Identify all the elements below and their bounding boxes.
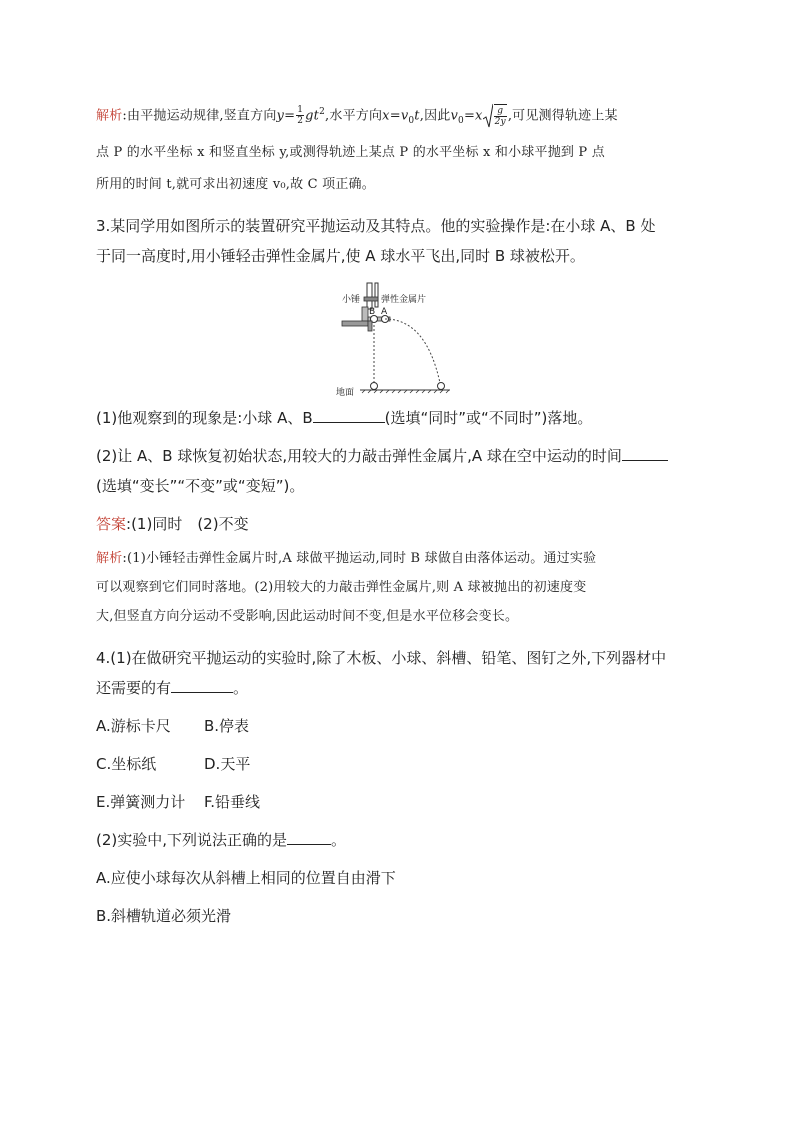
answer-blank-1 bbox=[313, 406, 385, 423]
options-row-cd bbox=[96, 749, 700, 779]
plate-side-shape bbox=[375, 283, 378, 307]
question-4 bbox=[96, 643, 700, 931]
option-b: B.停表 bbox=[204, 716, 250, 735]
solution-3 bbox=[96, 547, 700, 629]
landed-ball-a-shape bbox=[438, 382, 445, 389]
experiment-figure bbox=[96, 279, 700, 397]
platform-shape bbox=[342, 321, 368, 326]
landed-ball-b-shape bbox=[371, 382, 378, 389]
apparatus-diagram bbox=[96, 279, 700, 397]
question-4-stem-line-1: 4.(1)在做研究平抛运动的实验时,除了木板、小球、斜槽、铅笔、图钉之外,下列器材中 bbox=[96, 648, 667, 667]
question-3-part-1: (1)他观察到的现象是:小球 A、B (选填“同时”或“不同时”)落地。 bbox=[96, 403, 700, 433]
question-4-part-2-option-a: A.应使小球每次从斜槽上相同的位置自由滑下 bbox=[96, 868, 396, 887]
figure-label-b: B bbox=[369, 306, 376, 317]
question-3-stem-line-2: 于同一高度时,用小锤轻击弹性金属片,使 A 球水平飞出,同时 B 球被松开。 bbox=[96, 246, 585, 265]
solution-1 bbox=[96, 100, 700, 197]
option-a: A.游标卡尺 bbox=[96, 716, 171, 735]
solution-1-line-1: 解析:由平抛运动规律,竖直方向y= $\frac{1}{2}$ $gt^2$,水平方向$x=v_0t$,因此$v_0=x$ $\frac{g}{2y}$ ,可见测得轨迹上某 bbox=[96, 100, 700, 133]
option-c: C.坐标纸 bbox=[96, 754, 157, 773]
answer-blank-2 bbox=[622, 444, 668, 461]
solution-3-line-1: 解析:(1)小锤轻击弹性金属片时,A 球做平抛运动,同时 B 球做自由落体运动。通过实验 bbox=[96, 550, 597, 566]
option-e: E.弹簧测力计 bbox=[96, 792, 186, 811]
document-page bbox=[96, 100, 700, 931]
options-row-ab bbox=[96, 711, 700, 741]
bracket-shape bbox=[362, 307, 368, 321]
projectile-path bbox=[385, 319, 440, 383]
figure-label-ground: 地面 bbox=[336, 387, 355, 397]
figure-label-a: A bbox=[381, 306, 388, 317]
figure-label-plate: 弹性金属片 bbox=[381, 294, 427, 305]
question-3-part-2-line-2: (选填“变长”“不变”或“变短”)。 bbox=[96, 476, 305, 495]
solution-3-line-2: 可以观察到它们同时落地。(2)用较大的力敲击弹性金属片,则 A 球被抛出的初速度变 bbox=[96, 579, 587, 595]
question-3 bbox=[96, 211, 700, 271]
radicand-fraction: $\frac{g}{2y}$ bbox=[494, 106, 506, 128]
hammer-shape bbox=[364, 297, 378, 301]
solution-label: 解析 bbox=[96, 108, 123, 124]
metal-plate-shape bbox=[367, 283, 372, 309]
question-4-stem-line-2: 还需要的有 。 bbox=[96, 673, 700, 703]
options-row-ef bbox=[96, 787, 700, 817]
option-f: F.铅垂线 bbox=[204, 792, 260, 811]
solution-label: 解析 bbox=[96, 550, 123, 566]
answer-blank-4 bbox=[287, 828, 331, 845]
option-d: D.天平 bbox=[204, 754, 251, 773]
solution-1-line-3: 所用的时间 t,就可求出初速度 v₀,故 C 项正确。 bbox=[96, 176, 375, 192]
question-3-answer: 答案:(1)同时 (2)不变 bbox=[96, 514, 249, 533]
post-shape bbox=[368, 321, 372, 331]
question-4-part-2-option-b: B.斜槽轨道必须光滑 bbox=[96, 906, 232, 925]
answer-label: 答案 bbox=[96, 514, 127, 533]
question-3-part-2: (2)让 A、B 球恢复初始状态,用较大的力敲击弹性金属片,A 球在空中运动的时间 bbox=[96, 441, 700, 471]
figure-label-hammer: 小锤 bbox=[342, 294, 361, 305]
solution-3-line-3: 大,但竖直方向分运动不受影响,因此运动时间不变,但是水平位移会变长。 bbox=[96, 608, 519, 624]
solution-1-line-2: 点 P 的水平坐标 x 和竖直坐标 y,或测得轨迹上某点 P 的水平坐标 x 和小球平抛到 P 点 bbox=[96, 144, 605, 160]
question-3-stem-line-1: 3.某同学用如图所示的装置研究平抛运动及其特点。他的实验操作是:在小球 A、B 处 bbox=[96, 216, 656, 235]
square-root bbox=[483, 103, 508, 129]
question-3-parts bbox=[96, 403, 700, 539]
radical-sign-icon bbox=[483, 103, 493, 129]
answer-blank-3 bbox=[171, 676, 233, 693]
question-4-part-2: (2)实验中,下列说法正确的是 。 bbox=[96, 825, 700, 855]
fraction-half: $\frac{1}{2}$ bbox=[297, 105, 304, 127]
